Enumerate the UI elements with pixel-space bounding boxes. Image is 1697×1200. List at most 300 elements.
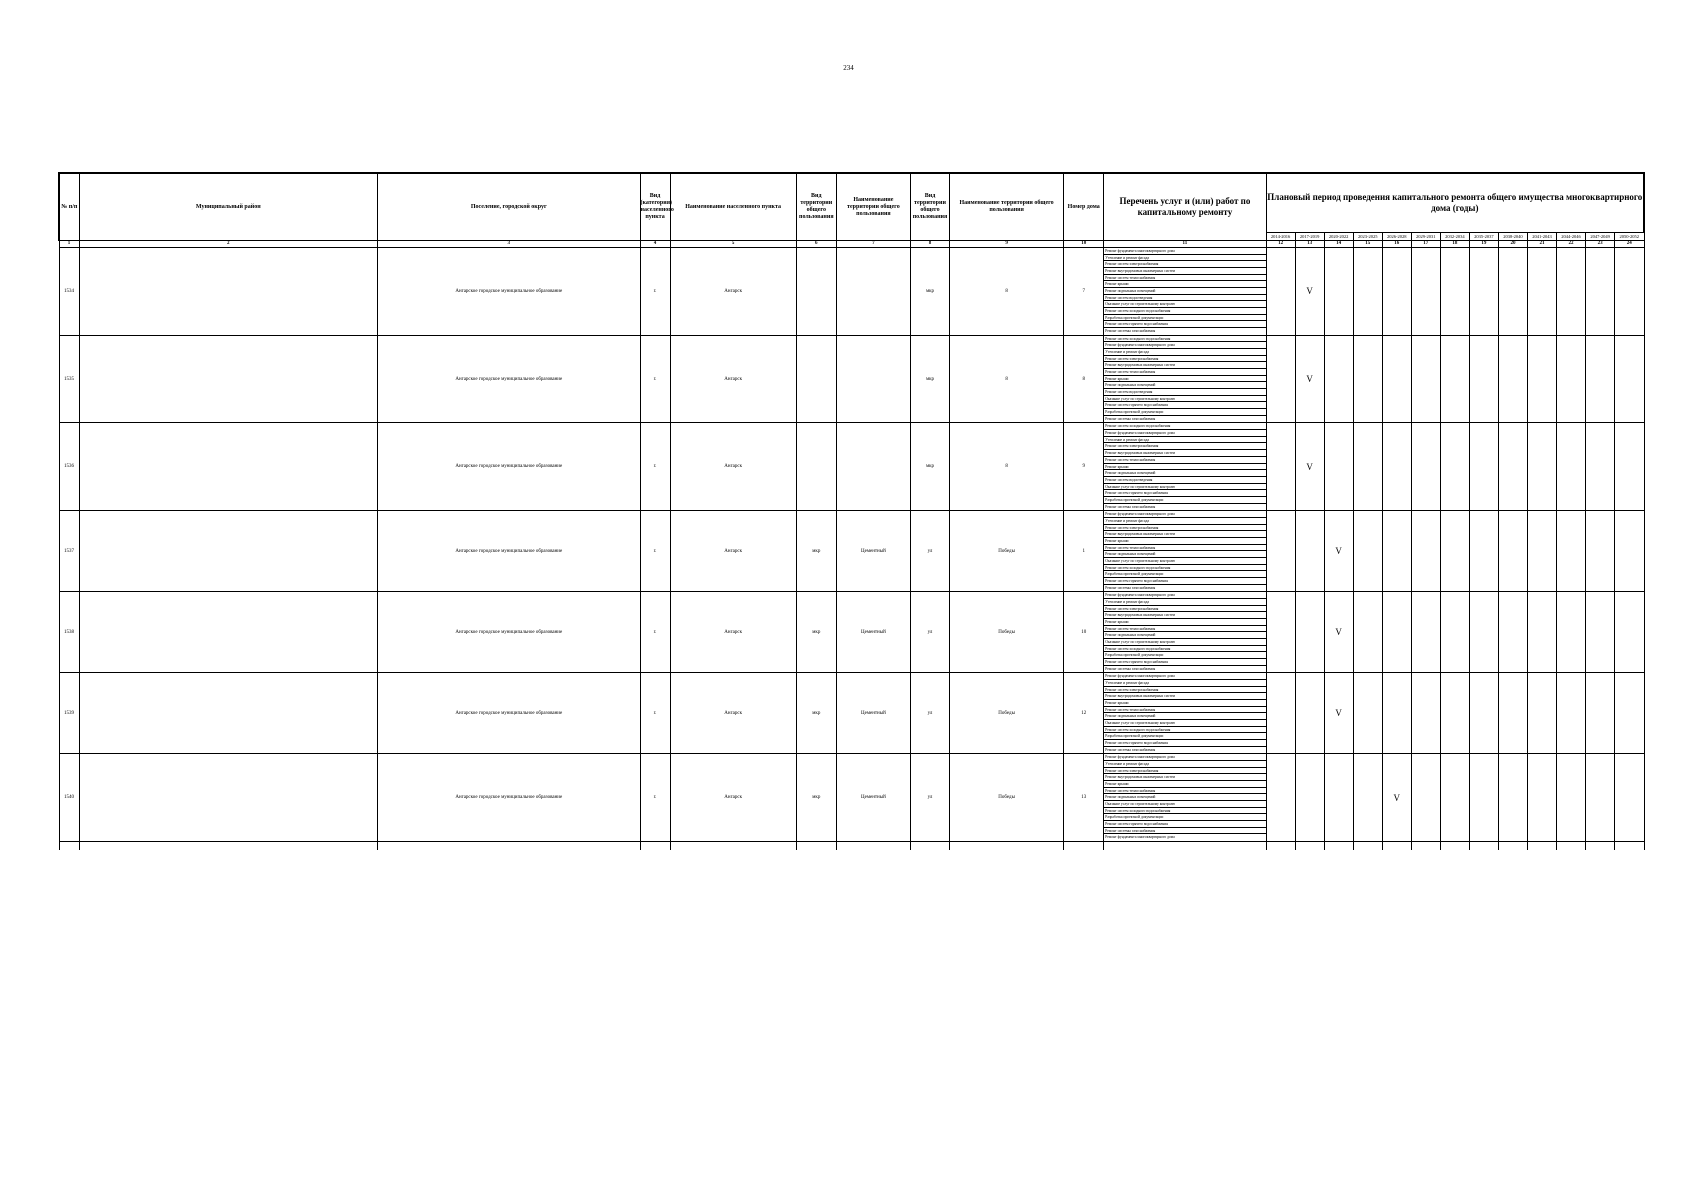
row-street-name: Победы (950, 592, 1064, 673)
period-cell (1295, 592, 1324, 673)
period-cell (1586, 423, 1615, 511)
work-item: Ремонт системы газоснабжения (1105, 747, 1156, 752)
work-item: Ремонт внутридомовых инженерных систем (1104, 693, 1265, 700)
row-house-number: 10 (1064, 592, 1104, 673)
continuation-cell (796, 842, 836, 851)
period-cell (1266, 335, 1295, 423)
continuation-cell (640, 842, 670, 851)
period-cell (1469, 511, 1498, 592)
work-item: Ремонт систем холодного водоснабжения (1104, 423, 1265, 430)
work-item: Ремонт крыши (1104, 700, 1265, 707)
column-number: 3 (378, 241, 640, 248)
header-district: Муниципальный район (79, 173, 378, 241)
header-locality-type: Вид (категория) населенного пункта (640, 173, 670, 241)
work-item: Ремонт внутридомовых инженерных систем (1104, 531, 1265, 538)
column-number: 14 (1324, 241, 1353, 248)
column-number: 7 (836, 241, 910, 248)
continuation-cell (1527, 842, 1556, 851)
period-cell (1557, 592, 1586, 673)
column-number: 21 (1527, 241, 1556, 248)
period-year-header: 2041-2043 (1527, 233, 1556, 241)
period-year-header: 2029-2031 (1411, 233, 1440, 241)
work-item: Оказание услуг по строительному контролю (1104, 801, 1265, 808)
column-number: 8 (910, 241, 949, 248)
row-locality-type: г. (640, 423, 670, 511)
work-item: Утепление и ремонт фасада (1104, 437, 1265, 444)
row-works-list (1104, 592, 1266, 673)
table-row (59, 248, 1644, 336)
column-number: 18 (1440, 241, 1469, 248)
period-cell (1527, 511, 1556, 592)
work-item: Ремонт систем холодного водоснабжения (1104, 565, 1265, 572)
row-locality-type: г. (640, 592, 670, 673)
work-item: Разработка проектной документации (1104, 652, 1265, 659)
period-cell (1469, 335, 1498, 423)
continuation-cell (1104, 842, 1266, 851)
row-district (79, 673, 378, 754)
work-item: Ремонт систем электроснабжения (1104, 606, 1265, 613)
period-year-header: 2014-2016 (1266, 233, 1295, 241)
work-item: Ремонт систем электроснабжения (1104, 443, 1265, 450)
period-cell (1411, 592, 1440, 673)
page-number: 234 (843, 64, 854, 72)
period-mark: V (1295, 248, 1324, 336)
period-cell (1353, 335, 1382, 423)
period-cell (1557, 248, 1586, 336)
row-street-name: 8 (950, 423, 1064, 511)
period-cell (1324, 754, 1353, 842)
work-item: Ремонт внутридомовых инженерных систем (1104, 774, 1265, 781)
continuation-cell (59, 842, 79, 851)
continuation-cell (378, 842, 640, 851)
work-item: Ремонт подвальных помещений (1104, 288, 1265, 295)
column-number: 19 (1469, 241, 1498, 248)
row-house-number: 8 (1064, 335, 1104, 423)
row-locality-type: г. (640, 248, 670, 336)
period-cell (1498, 335, 1527, 423)
work-item: Ремонт систем холодного водоснабжения (1104, 727, 1265, 734)
row-works-list (1104, 248, 1266, 336)
period-cell (1382, 248, 1411, 336)
period-year-header: 2026-2028 (1382, 233, 1411, 241)
row-territory-type: мкр (796, 511, 836, 592)
work-item: Ремонт систем теплоснабжения (1104, 626, 1265, 633)
period-cell (1527, 673, 1556, 754)
work-item: Утепление и ремонт фасада (1104, 518, 1265, 525)
table-row (59, 423, 1644, 511)
row-district (79, 592, 378, 673)
row-territory-type: мкр (796, 673, 836, 754)
work-item: Ремонт системы газоснабжения (1105, 666, 1156, 671)
row-street-type: мкр (910, 335, 949, 423)
work-item: Ремонт внутридомовых инженерных систем (1104, 450, 1265, 457)
period-cell (1295, 511, 1324, 592)
row-house-number: 7 (1064, 248, 1104, 336)
period-cell (1324, 335, 1353, 423)
period-cell (1440, 335, 1469, 423)
period-cell (1557, 754, 1586, 842)
work-item: Ремонт фундамента многоквартирного дома (1104, 511, 1265, 518)
row-settlement: Ангарское городское муниципальное образование (378, 248, 640, 336)
continuation-cell (1615, 842, 1644, 851)
column-number: 20 (1498, 241, 1527, 248)
period-cell (1411, 511, 1440, 592)
row-locality-name: Ангарск (670, 423, 796, 511)
period-cell (1411, 754, 1440, 842)
period-cell (1586, 754, 1615, 842)
period-cell (1440, 248, 1469, 336)
period-cell (1557, 335, 1586, 423)
row-settlement: Ангарское городское муниципальное образование (378, 335, 640, 423)
table-row (59, 592, 1644, 673)
period-cell (1353, 754, 1382, 842)
column-number: 11 (1104, 241, 1266, 248)
work-item: Ремонт крыши (1104, 781, 1265, 788)
row-locality-name: Ангарск (670, 335, 796, 423)
period-cell (1353, 673, 1382, 754)
period-cell (1440, 592, 1469, 673)
capital-repair-schedule-table (58, 172, 1645, 850)
period-cell (1382, 592, 1411, 673)
period-year-header: 2038-2040 (1498, 233, 1527, 241)
row-number: 1538 (59, 592, 79, 673)
period-cell (1586, 511, 1615, 592)
row-number: 1537 (59, 511, 79, 592)
period-cell (1440, 673, 1469, 754)
row-house-number: 9 (1064, 423, 1104, 511)
period-year-header: 2035-2037 (1469, 233, 1498, 241)
period-cell (1615, 423, 1644, 511)
row-territory-name: Цементный (836, 592, 910, 673)
continuation-cell (1295, 842, 1324, 851)
work-item: Ремонт систем горячего водоснабжения (1104, 402, 1265, 409)
work-item: Ремонт внутридомовых инженерных систем (1104, 362, 1265, 369)
row-works-list (1104, 673, 1266, 754)
period-cell (1615, 335, 1644, 423)
period-cell (1440, 423, 1469, 511)
period-cell (1498, 673, 1527, 754)
period-cell (1469, 592, 1498, 673)
period-cell (1557, 673, 1586, 754)
row-number: 1535 (59, 335, 79, 423)
work-item: Разработка проектной документации (1104, 315, 1265, 322)
row-locality-name: Ангарск (670, 673, 796, 754)
period-cell (1353, 423, 1382, 511)
row-territory-name (836, 423, 910, 511)
period-cell (1586, 248, 1615, 336)
period-cell (1469, 754, 1498, 842)
period-year-header: 2017-2019 (1295, 233, 1324, 241)
work-item: Ремонт систем водоотведения (1104, 389, 1265, 396)
period-cell (1498, 754, 1527, 842)
work-item: Ремонт систем теплоснабжения (1104, 707, 1265, 714)
work-item: Ремонт систем электроснабжения (1104, 356, 1265, 363)
period-mark: V (1324, 673, 1353, 754)
row-street-type: мкр (910, 248, 949, 336)
header-works: Перечень услуг и (или) работ по капитальному ремонту (1104, 173, 1266, 241)
period-year-header: 2020-2022 (1324, 233, 1353, 241)
work-item: Ремонт системы газоснабжения (1105, 585, 1156, 590)
work-item: Ремонт систем электроснабжения (1104, 687, 1265, 694)
period-mark: V (1324, 511, 1353, 592)
continuation-cell (1586, 842, 1615, 851)
work-item: Ремонт систем холодного водоснабжения (1104, 646, 1265, 653)
work-item: Ремонт фундамента многоквартирного дома (1105, 835, 1175, 840)
work-item: Ремонт фундамента многоквартирного дома (1104, 754, 1265, 761)
period-cell (1615, 673, 1644, 754)
work-item: Ремонт подвальных помещений (1104, 632, 1265, 639)
column-number: 22 (1557, 241, 1586, 248)
period-cell (1469, 248, 1498, 336)
period-cell (1440, 754, 1469, 842)
period-cell (1324, 423, 1353, 511)
period-cell (1586, 673, 1615, 754)
period-year-header: 2047-2049 (1586, 233, 1615, 241)
period-cell (1353, 248, 1382, 336)
row-street-name: Победы (950, 673, 1064, 754)
table-row-continuation (59, 842, 1644, 851)
row-house-number: 13 (1064, 754, 1104, 842)
work-item: Ремонт внутридомовых инженерных систем (1104, 268, 1265, 275)
row-settlement: Ангарское городское муниципальное образование (378, 592, 640, 673)
continuation-cell (910, 842, 949, 851)
work-item: Утепление и ремонт фасада (1104, 349, 1265, 356)
period-year-header: 2044-2046 (1557, 233, 1586, 241)
row-district (79, 423, 378, 511)
work-item: Ремонт крыши (1104, 538, 1265, 545)
period-cell (1557, 423, 1586, 511)
row-locality-name: Ангарск (670, 754, 796, 842)
work-item: Ремонт систем горячего водоснабжения (1104, 821, 1265, 828)
period-cell (1411, 248, 1440, 336)
table-row (59, 673, 1644, 754)
work-item: Ремонт систем электроснабжения (1104, 768, 1265, 775)
period-cell (1353, 511, 1382, 592)
row-works-list (1104, 754, 1266, 842)
header-territory-name: Наименование территории общего пользования (836, 173, 910, 241)
row-works-list (1104, 335, 1266, 423)
row-territory-name: Цементный (836, 511, 910, 592)
row-street-type: ул (910, 592, 949, 673)
work-item: Оказание услуг по строительному контролю (1104, 484, 1265, 491)
continuation-cell (1557, 842, 1586, 851)
work-item: Ремонт систем горячего водоснабжения (1104, 321, 1265, 328)
period-cell (1266, 423, 1295, 511)
work-item: Ремонт фундамента многоквартирного дома (1104, 430, 1265, 437)
period-cell (1527, 754, 1556, 842)
continuation-cell (670, 842, 796, 851)
continuation-cell (1498, 842, 1527, 851)
row-street-type: ул (910, 673, 949, 754)
period-cell (1527, 592, 1556, 673)
work-item: Ремонт систем теплоснабжения (1104, 457, 1265, 464)
work-item: Ремонт систем электроснабжения (1104, 525, 1265, 532)
work-item: Ремонт внутридомовых инженерных систем (1104, 612, 1265, 619)
row-district (79, 248, 378, 336)
period-cell (1324, 248, 1353, 336)
work-item: Разработка проектной документации (1104, 497, 1265, 504)
work-item: Ремонт подвальных помещений (1104, 382, 1265, 389)
period-mark: V (1295, 423, 1324, 511)
period-mark: V (1382, 754, 1411, 842)
period-cell (1266, 754, 1295, 842)
period-cell (1615, 511, 1644, 592)
row-settlement: Ангарское городское муниципальное образование (378, 511, 640, 592)
work-item: Разработка проектной документации (1104, 814, 1265, 821)
period-year-header: 2050-2052 (1615, 233, 1644, 241)
column-number: 2 (79, 241, 378, 248)
work-item: Ремонт фундамента многоквартирного дома (1104, 673, 1265, 680)
work-item: Оказание услуг по строительному контролю (1104, 720, 1265, 727)
column-number: 12 (1266, 241, 1295, 248)
work-item: Ремонт систем горячего водоснабжения (1104, 740, 1265, 747)
header-street-name: Наименование территории общего пользования (950, 173, 1064, 241)
work-item: Оказание услуг по строительному контролю (1104, 558, 1265, 565)
period-mark: V (1295, 335, 1324, 423)
work-item: Ремонт системы газоснабжения (1104, 828, 1265, 835)
row-number: 1534 (59, 248, 79, 336)
row-number: 1539 (59, 673, 79, 754)
row-house-number: 1 (1064, 511, 1104, 592)
column-number: 9 (950, 241, 1064, 248)
period-cell (1382, 511, 1411, 592)
column-number: 5 (670, 241, 796, 248)
header-territory-type: Вид территории общего пользования (796, 173, 836, 241)
column-number: 6 (796, 241, 836, 248)
header-street-type: Вид территории общего пользования (910, 173, 949, 241)
row-territory-type (796, 248, 836, 336)
row-house-number: 12 (1064, 673, 1104, 754)
work-item: Ремонт систем холодного водоснабжения (1104, 808, 1265, 815)
row-street-type: мкр (910, 423, 949, 511)
period-cell (1440, 511, 1469, 592)
continuation-cell (79, 842, 378, 851)
period-cell (1527, 423, 1556, 511)
continuation-cell (836, 842, 910, 851)
period-cell (1557, 511, 1586, 592)
column-number: 10 (1064, 241, 1104, 248)
period-cell (1469, 673, 1498, 754)
period-cell (1527, 248, 1556, 336)
continuation-cell (1411, 842, 1440, 851)
row-territory-name: Цементный (836, 673, 910, 754)
column-number: 24 (1615, 241, 1644, 248)
work-item: Оказание услуг по строительному контролю (1104, 396, 1265, 403)
row-settlement: Ангарское городское муниципальное образование (378, 673, 640, 754)
row-territory-name: Цементный (836, 754, 910, 842)
period-cell (1382, 673, 1411, 754)
work-item: Ремонт систем теплоснабжения (1104, 369, 1265, 376)
work-item: Ремонт крыши (1104, 464, 1265, 471)
row-locality-name: Ангарск (670, 592, 796, 673)
period-cell (1266, 592, 1295, 673)
row-territory-type (796, 423, 836, 511)
period-cell (1353, 592, 1382, 673)
work-item: Оказание услуг по строительному контролю (1104, 301, 1265, 308)
period-cell (1266, 511, 1295, 592)
continuation-cell (1469, 842, 1498, 851)
continuation-cell (950, 842, 1064, 851)
period-cell (1295, 673, 1324, 754)
work-item: Ремонт фундамента многоквартирного дома (1104, 342, 1265, 349)
work-item: Ремонт систем холодного водоснабжения (1104, 336, 1265, 343)
work-item: Оказание услуг по строительному контролю (1104, 639, 1265, 646)
header-period: Плановый период проведения капитального ремонта общего имущества многоквартирного дома (годы) (1266, 173, 1644, 233)
column-number: 1 (59, 241, 79, 248)
work-item: Утепление и ремонт фасада (1104, 761, 1265, 768)
period-cell (1586, 592, 1615, 673)
row-district (79, 511, 378, 592)
work-item: Ремонт подвальных помещений (1104, 470, 1265, 477)
period-cell (1382, 335, 1411, 423)
work-item: Ремонт систем теплоснабжения (1104, 788, 1265, 795)
work-item: Ремонт систем водоотведения (1104, 295, 1265, 302)
work-item: Ремонт фундамента многоквартирного дома (1104, 248, 1265, 255)
row-locality-name: Ангарск (670, 511, 796, 592)
period-cell (1382, 423, 1411, 511)
row-territory-type: мкр (796, 754, 836, 842)
work-item: Ремонт подвальных помещений (1104, 713, 1265, 720)
period-cell (1498, 592, 1527, 673)
period-cell (1615, 592, 1644, 673)
row-locality-type: г. (640, 335, 670, 423)
row-street-name: Победы (950, 511, 1064, 592)
period-cell (1615, 248, 1644, 336)
row-street-name: Победы (950, 754, 1064, 842)
row-street-type: ул (910, 754, 949, 842)
work-item: Ремонт подвальных помещений (1104, 794, 1265, 801)
period-cell (1469, 423, 1498, 511)
row-territory-name (836, 248, 910, 336)
work-item: Ремонт систем горячего водоснабжения (1104, 659, 1265, 666)
period-cell (1295, 754, 1324, 842)
work-item: Ремонт крыши (1104, 281, 1265, 288)
work-item: Ремонт систем теплоснабжения (1104, 545, 1265, 552)
work-item: Ремонт систем электроснабжения (1104, 261, 1265, 268)
work-item: Ремонт крыши (1104, 619, 1265, 626)
work-item: Ремонт подвальных помещений (1104, 551, 1265, 558)
column-number: 16 (1382, 241, 1411, 248)
continuation-cell (1440, 842, 1469, 851)
row-settlement: Ангарское городское муниципальное образование (378, 754, 640, 842)
work-item: Утепление и ремонт фасада (1104, 680, 1265, 687)
column-number: 13 (1295, 241, 1324, 248)
row-district (79, 335, 378, 423)
header-house: Номер дома (1064, 173, 1104, 241)
work-item: Ремонт систем холодного водоснабжения (1104, 308, 1265, 315)
period-cell (1411, 673, 1440, 754)
row-number: 1540 (59, 754, 79, 842)
period-cell (1586, 335, 1615, 423)
work-item: Ремонт систем горячего водоснабжения (1104, 578, 1265, 585)
period-cell (1498, 511, 1527, 592)
work-item: Утепление и ремонт фасада (1104, 599, 1265, 606)
work-item: Ремонт системы газоснабжения (1105, 504, 1156, 509)
table-row (59, 754, 1644, 842)
row-locality-type: г. (640, 673, 670, 754)
period-cell (1498, 248, 1527, 336)
row-locality-name: Ангарск (670, 248, 796, 336)
row-street-name: 8 (950, 335, 1064, 423)
row-district (79, 754, 378, 842)
row-territory-type: мкр (796, 592, 836, 673)
row-street-name: 8 (950, 248, 1064, 336)
table-row (59, 511, 1644, 592)
period-year-header: 2032-2034 (1440, 233, 1469, 241)
period-cell (1615, 754, 1644, 842)
row-territory-name (836, 335, 910, 423)
column-number: 4 (640, 241, 670, 248)
